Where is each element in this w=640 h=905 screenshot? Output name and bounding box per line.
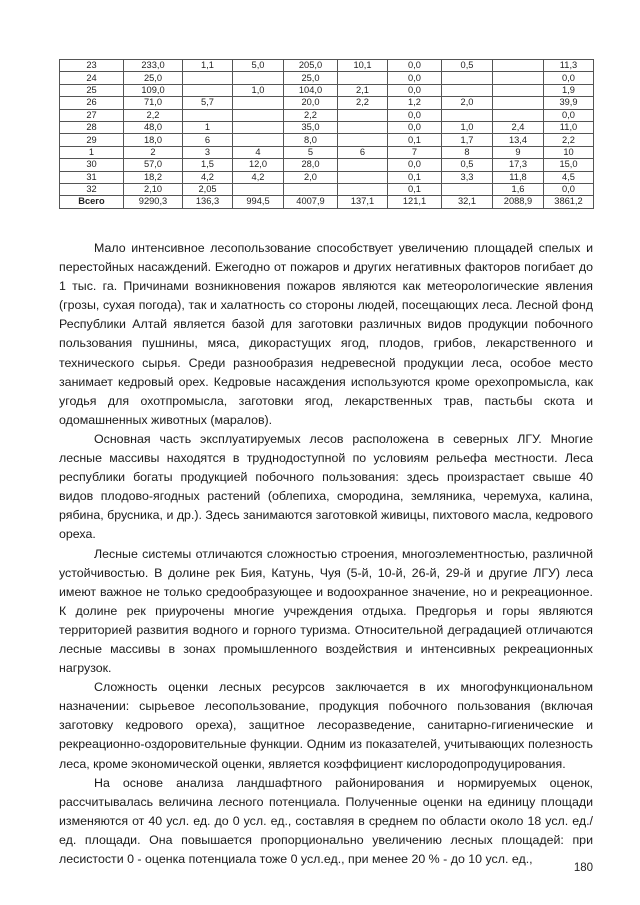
table-cell: 994,5 [233,196,284,208]
table-cell: 57,0 [124,159,183,171]
table-cell: 11,0 [544,121,594,133]
table-cell: 2,0 [442,97,493,109]
table-cell: 4,2 [233,171,284,183]
table-cell: 2,2 [338,97,388,109]
table-row [60,134,594,146]
table-row [60,84,594,96]
table-cell: 9290,3 [124,196,183,208]
table-cell: 1,5 [183,159,233,171]
table-cell [442,72,493,84]
table-cell: 2,2 [544,134,594,146]
table-cell: 6 [183,134,233,146]
table-cell [338,121,388,133]
table-cell [493,84,544,96]
table-cell [233,121,284,133]
table-cell: 0,0 [388,72,442,84]
table-cell: 20,0 [284,97,338,109]
table-cell: 1,0 [442,121,493,133]
page-number: 180 [573,862,593,874]
table-cell: 5,0 [233,60,284,72]
table-cell: 0,0 [544,109,594,121]
table-cell: 2,1 [338,84,388,96]
table-cell [183,84,233,96]
table-cell: 7 [388,146,442,158]
table-cell: 18,2 [124,171,183,183]
body-text [59,239,593,869]
table-row [60,60,594,72]
table-cell: 4,5 [544,171,594,183]
table-cell [338,183,388,195]
row-label-cell: 29 [60,134,124,146]
table-cell: 5 [284,146,338,158]
row-label-cell: 30 [60,159,124,171]
table-cell: 109,0 [124,84,183,96]
table-cell [442,183,493,195]
table-cell: 136,3 [183,196,233,208]
table-row [60,97,594,109]
table-cell: 18,0 [124,134,183,146]
table-cell: 2,05 [183,183,233,195]
row-label-cell: 24 [60,72,124,84]
table-cell: 3 [183,146,233,158]
table-cell: 13,4 [493,134,544,146]
paragraph: На основе анализа ландшафтного районирования и нормируемых оценок, рассчитывалась величина лесного потенциала. Полученные оценки на единицу площади изменяются от 40 усл. ед. до 0 усл. ед., составляя в среднем по области около 18 усл. ед./ед. площади. Она повышается пропорционально увеличению лесных площадей: при лесистости 0 - оценка потенциала тоже 0 усл.ед., при менее 20 % - до 10 усл. ед., [59,775,593,866]
table-cell [493,72,544,84]
table-cell: 0,0 [388,60,442,72]
table-cell [183,72,233,84]
table-cell [338,72,388,84]
row-label-cell: 32 [60,183,124,195]
paragraph: Основная часть эксплуатируемых лесов расположена в северных ЛГУ. Многие лесные массивы находятся в труднодоступной по условиям рельефа местности. Леса республики богаты продукцией побочного пользования: здесь произрастает свыше 40 видов плодово-ягодных растений (облепиха, смородина, земляника, черемуха, калина, рябина, брусника, и др.). Здесь занимаются заготовкой живицы, пихтового масла, кедрового ореха. [59,431,593,542]
table-row [60,171,594,183]
table-cell: 3861,2 [544,196,594,208]
table-cell: 0,0 [544,183,594,195]
table-cell: 121,1 [388,196,442,208]
row-label-cell: 23 [60,60,124,72]
table-cell [233,183,284,195]
table-cell: 1,6 [493,183,544,195]
table-cell: 2,4 [493,121,544,133]
table-cell: 39,9 [544,97,594,109]
table-cell [233,109,284,121]
table-cell: 2,2 [124,109,183,121]
table-cell: 5,7 [183,97,233,109]
table-cell [442,84,493,96]
table-cell: 0,0 [544,72,594,84]
row-label-cell: Всего [60,196,124,208]
table-body [60,60,594,209]
table-cell: 10,1 [338,60,388,72]
table-row [60,109,594,121]
table-row [60,146,594,158]
table-row [60,159,594,171]
table-cell: 2,0 [284,171,338,183]
table-cell: 6 [338,146,388,158]
table-cell [338,159,388,171]
table-cell: 3,3 [442,171,493,183]
forest-data-table [59,59,594,209]
table-cell: 0,1 [388,183,442,195]
table-cell [338,171,388,183]
paragraph: Лесные системы отличаются сложностью строения, многоэлементностью, различной устойчивостью. В долине рек Бия, Катунь, Чуя (5-й, 10-й, 26-й, 29-й и другие ЛГУ) леса имеют важное не только средообразующее и водоохранное значение, но и рекреационное. К долине рек приурочены многие учреждения отдыха. Предгорья и горы являются территорией развития водного и горного туризма. Относительной деградацией отличаются лесные массивы в зонах промышленного воздействия и интенсивных рекреационных нагрузок. [59,546,593,676]
table-cell: 0,1 [388,134,442,146]
table-cell: 10 [544,146,594,158]
table-row [60,72,594,84]
table-cell: 2 [124,146,183,158]
table-cell: 48,0 [124,121,183,133]
table-cell: 71,0 [124,97,183,109]
table-cell: 1,0 [233,84,284,96]
table-cell [338,134,388,146]
table-cell: 1,1 [183,60,233,72]
table-cell: 2088,9 [493,196,544,208]
table-cell: 0,5 [442,159,493,171]
table-cell: 1,2 [388,97,442,109]
table-cell: 11,3 [544,60,594,72]
table-cell: 1 [183,121,233,133]
row-label-cell: 31 [60,171,124,183]
table-row [60,121,594,133]
table-cell: 4007,9 [284,196,338,208]
table-cell [493,109,544,121]
table-total-row [60,196,594,208]
table-cell: 11,8 [493,171,544,183]
table-cell [233,72,284,84]
table-cell: 25,0 [124,72,183,84]
table-cell: 17,3 [493,159,544,171]
table-cell: 1,9 [544,84,594,96]
row-label-cell: 1 [60,146,124,158]
table-cell: 9 [493,146,544,158]
table-cell: 25,0 [284,72,338,84]
table-cell [493,60,544,72]
row-label-cell: 27 [60,109,124,121]
table-cell: 8,0 [284,134,338,146]
table-cell: 205,0 [284,60,338,72]
table-cell [442,109,493,121]
table-cell: 104,0 [284,84,338,96]
table-cell [233,134,284,146]
table-cell: 12,0 [233,159,284,171]
table-cell: 35,0 [284,121,338,133]
table-cell: 4 [233,146,284,158]
table-cell: 28,0 [284,159,338,171]
table-cell: 0,0 [388,159,442,171]
row-label-cell: 26 [60,97,124,109]
table-cell: 0,5 [442,60,493,72]
table-cell: 0,0 [388,84,442,96]
table-cell [338,109,388,121]
table-cell: 0,0 [388,109,442,121]
table-cell: 32,1 [442,196,493,208]
table-cell: 233,0 [124,60,183,72]
paragraph: Сложность оценки лесных ресурсов заключается в их многофункциональном назначении: сырьевое лесопользование, продукция побочного пользования (включая заготовку кедрового ореха), защитное лесоразведение, санитарно-гигиенические и рекреационно-оздоровительные функции. Одним из показателей, учитывающих полезность леса, кроме экономической оценки, является коэффициент кислородопродуцирования. [59,680,593,771]
table-cell: 0,1 [388,171,442,183]
table-cell: 137,1 [338,196,388,208]
table-cell: 0,0 [388,121,442,133]
table-cell: 1,7 [442,134,493,146]
table-cell: 15,0 [544,159,594,171]
table-cell: 2,2 [284,109,338,121]
table-cell [233,97,284,109]
table-cell [183,109,233,121]
row-label-cell: 28 [60,121,124,133]
table-row [60,183,594,195]
table-cell: 4,2 [183,171,233,183]
table-cell: 8 [442,146,493,158]
table-cell [284,183,338,195]
paragraph: Мало интенсивное лесопользование способствует увеличению площадей спелых и перестойных насаждений. Ежегодно от пожаров и других негативных факторов погибает до 1 тыс. га. Причинами возникновения пожаров являются как метеорологические явления (грозы, сухая погода), так и халатность со стороны людей, посещающих леса. Лесной фонд Республики Алтай является базой для заготовки различных видов продукции побочного пользования пушнины, мяса, дикорастущих ягод, плодов, грибов, лекарственного и технического сырья. Среди разнообразия недревесной продукции леса, особое место занимает кедровый орех. Кедровые насаждения используются кроме орехопромысла, как угодья для охотпромысла, заготовки ягод, лекарственных трав, пастьбы скота и одомашненных животных (маралов). [59,241,593,427]
table-cell [493,97,544,109]
row-label-cell: 25 [60,84,124,96]
table-cell: 2,10 [124,183,183,195]
